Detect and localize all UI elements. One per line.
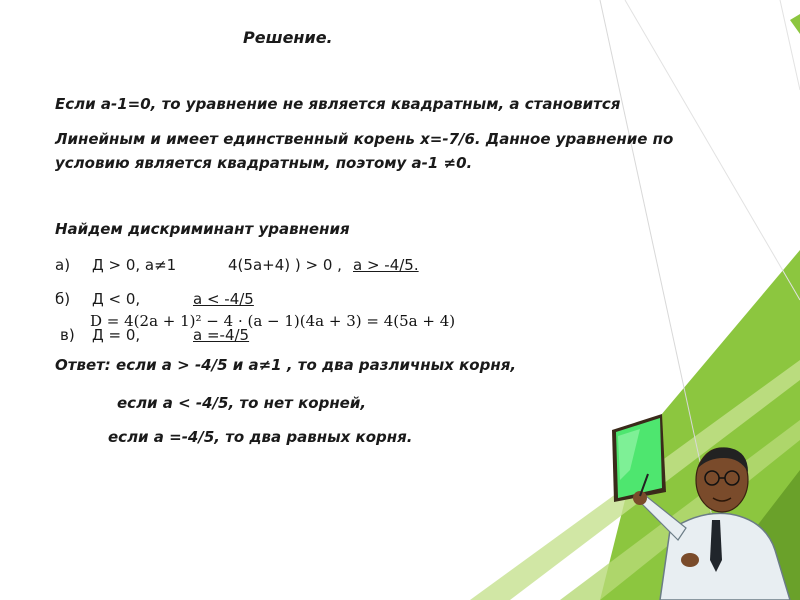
- paragraph-line-2: Линейным и имеет единственный корень х=-7/6. Данное уравнение по: [55, 130, 674, 148]
- answer-line-1: Ответ: если а > -4/5 и а≠1 , то два различных корня,: [55, 356, 517, 374]
- discriminant-heading: Найдем дискриминант уравнения: [55, 220, 350, 238]
- case-c-condition: Д = 0,: [92, 326, 141, 344]
- case-a-result: а > -4/5.: [353, 256, 419, 274]
- paragraph-line-1: Если а-1=0, то уравнение не является квадратным, а становится: [55, 95, 621, 113]
- case-c-result: а =-4/5: [193, 326, 250, 344]
- slide-title: Решение.: [243, 28, 333, 47]
- answer-line-3: если а =-4/5, то два равных корня.: [108, 428, 413, 446]
- discriminant-formula: D = 4(2a + 1)² − 4 · (a − 1)(4a + 3) = 4(5a + 4): [90, 312, 456, 330]
- answer-line-2: если а < -4/5, то нет корней,: [117, 394, 367, 412]
- case-b-condition: Д < 0,: [92, 290, 141, 308]
- paragraph-line-3: условию является квадратным, поэтому а-1 ≠0.: [55, 154, 473, 172]
- case-b-marker: б): [55, 290, 71, 308]
- case-a-marker: а): [55, 256, 71, 274]
- case-a-expression: 4(5а+4) ) > 0 ,: [228, 256, 342, 274]
- teacher-pointing-board-icon: [600, 410, 800, 600]
- case-a-condition: Д > 0, а≠1: [92, 256, 177, 274]
- case-c-marker: в): [60, 326, 75, 344]
- case-b-result: а < -4/5: [193, 290, 254, 308]
